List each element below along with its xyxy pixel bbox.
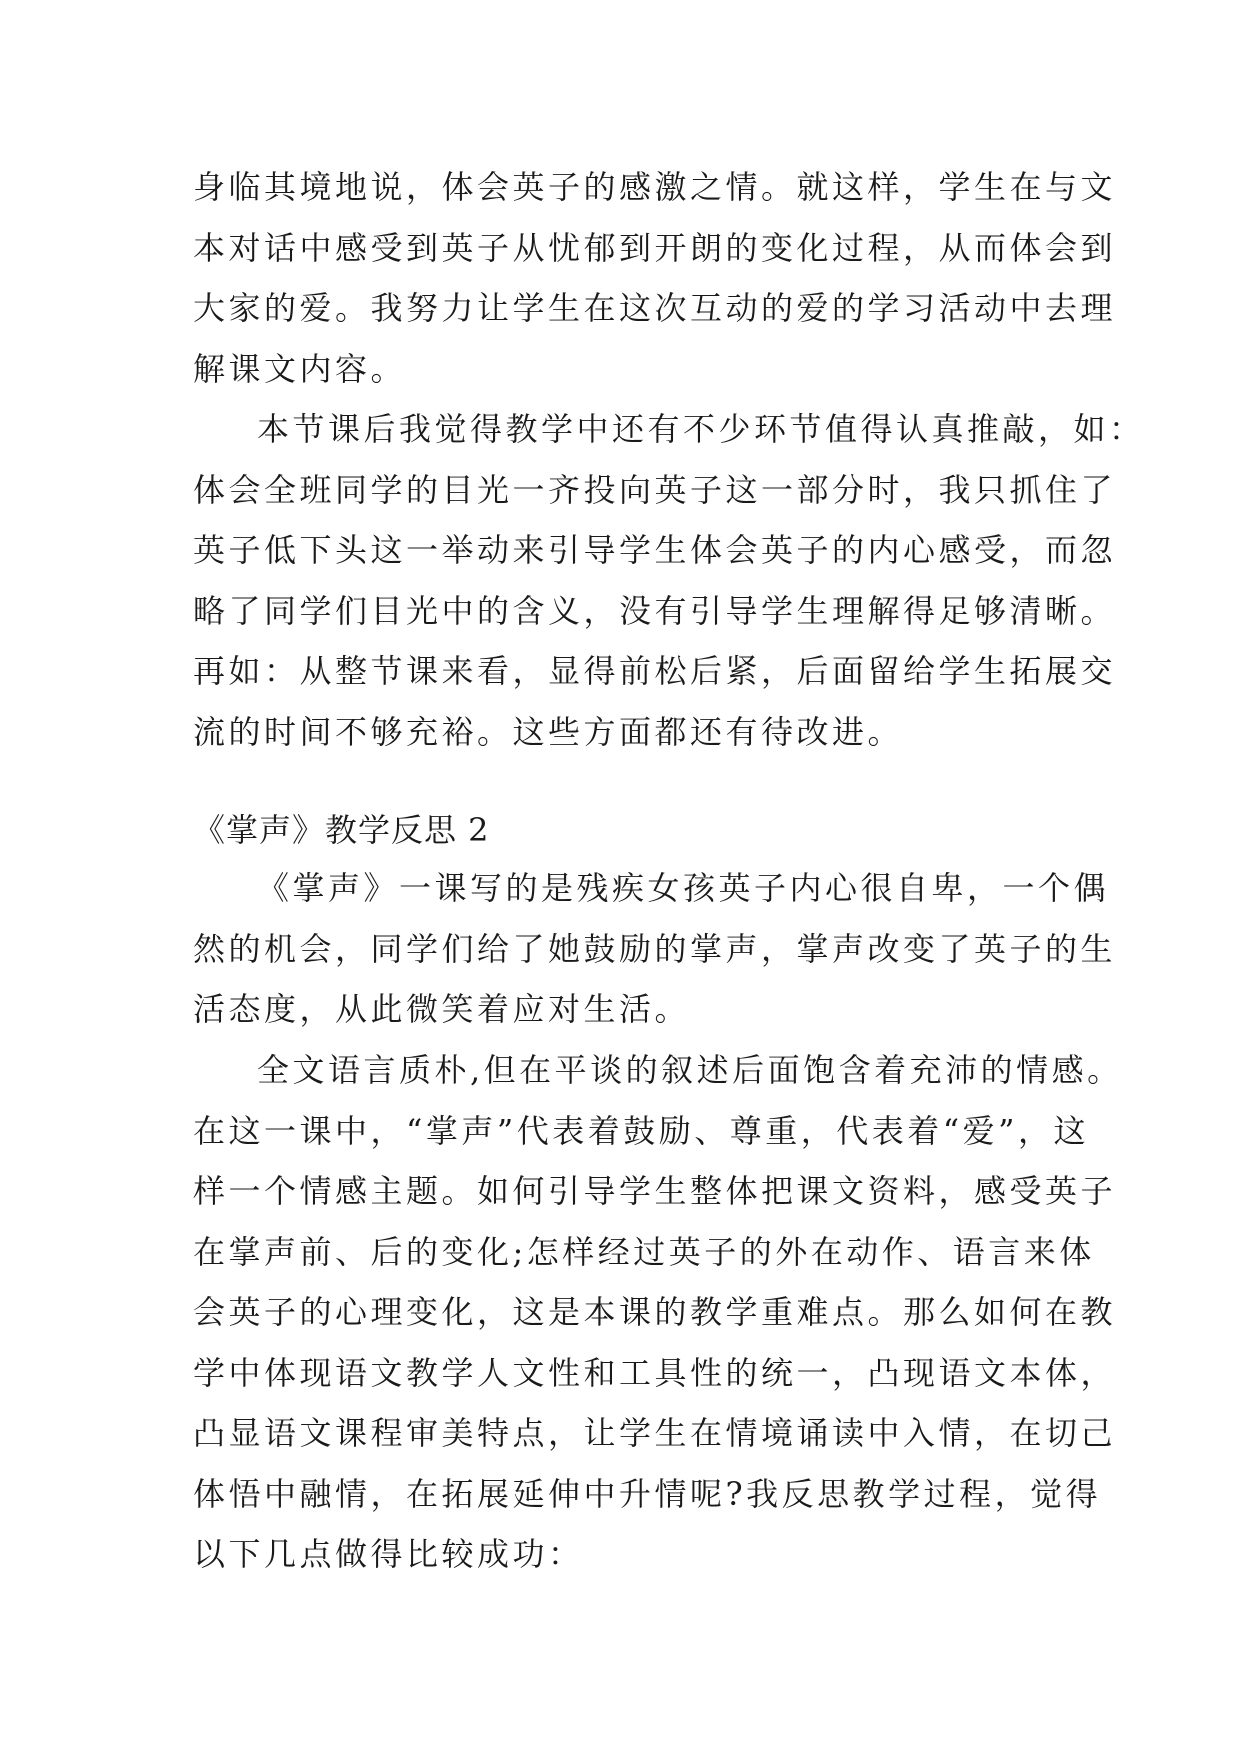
text-line: 流的时间不够充裕。这些方面都还有待改进。 [193,712,904,751]
paragraph-analysis [193,1040,1123,1585]
paragraph-reflection [193,399,1145,762]
text-line: 解课文内容。 [193,349,407,388]
text-line: 然的机会，同学们给了她鼓励的掌声，掌声改变了英子的生 [193,929,1117,968]
text-line: 学中体现语文教学人文性和工具性的统一，凸现语文本体， [193,1353,1117,1392]
text-line: 大家的爱。我努力让学生在这次互动的爱的学习活动中去理 [193,289,1117,327]
text-line: 在这一课中，“掌声”代表着鼓励、尊重，代表着“爱”，这 [193,1111,1089,1150]
text-line: 再如：从整节课来看，显得前松后紧，后面留给学生拓展交 [193,652,1117,690]
section-heading: 《掌声》教学反思 2 [193,811,490,849]
text-line: 活态度，从此微笑着应对生活。 [193,990,691,1028]
text-line: 样一个情感主题。如何引导学生整体把课文资料，感受英子 [193,1172,1117,1210]
paragraph-summary [193,858,1117,1040]
text-line: 本对话中感受到英子从忧郁到开朗的变化过程，从而体会到 [193,228,1117,267]
text-line: 以下几点做得比较成功： [193,1535,584,1573]
text-line: 体悟中融情，在拓展延伸中升情呢?我反思教学过程，觉得 [193,1474,1102,1513]
text-line: 身临其境地说，体会英子的感激之情。就这样，学生在与文 [193,168,1117,206]
paragraph-continued [193,157,1117,399]
text-line: 英子低下头这一举动来引导学生体会英子的内心感受，而忽 [193,531,1117,569]
text-line: 全文语言质朴,但在平谈的叙述后面饱含着充沛的情感。 [257,1051,1123,1089]
text-line: 略了同学们目光中的含义，没有引导学生理解得足够清晰。 [193,591,1117,630]
text-line: 在掌声前、后的变化;怎样经过英子的外在动作、语言来体 [193,1232,1095,1271]
text-line: 本节课后我觉得教学中还有不少环节值得认真推敲，如： [257,410,1145,448]
text-line: 会英子的心理变化，这是本课的教学重难点。那么如何在教 [193,1293,1117,1331]
text-line: 凸显语文课程审美特点，让学生在情境诵读中入情，在切己 [193,1414,1117,1452]
text-line: 《掌声》一课写的是残疾女孩英子内心很自卑，一个偶 [257,869,1110,907]
text-line: 体会全班同学的目光一齐投向英子这一部分时，我只抓住了 [193,470,1117,509]
